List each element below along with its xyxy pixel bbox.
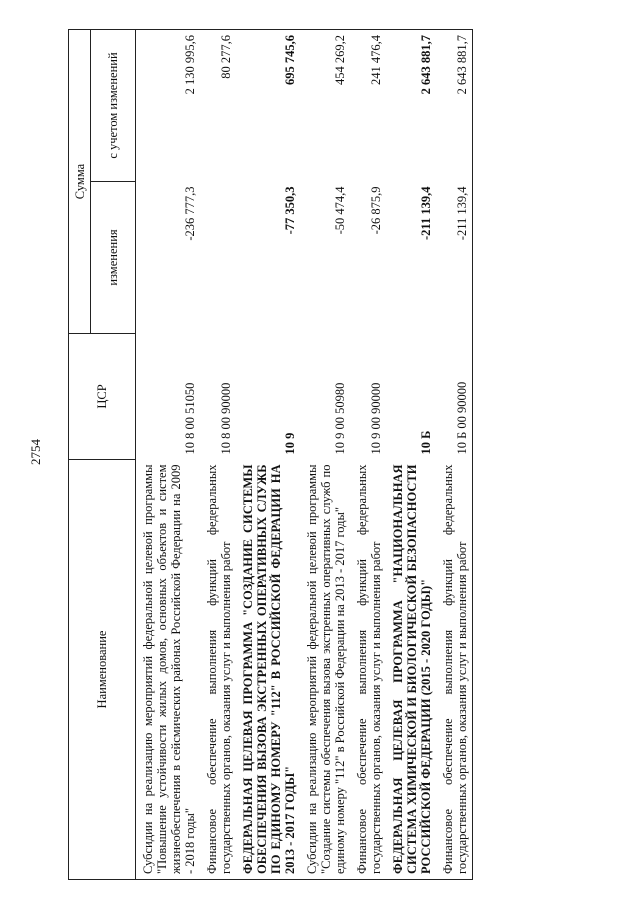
row-name: Финансовое обеспечение выполнения функций федеральных государственных органов, оказания услуг и выполнения работ xyxy=(200,460,236,880)
row-change xyxy=(200,182,236,334)
row-total: 2 130 995,6 xyxy=(136,30,201,182)
rotated-table-container xyxy=(68,30,633,880)
row-name: Субсидии на реализацию мероприятий федеральной целевой программы "Создание системы обеспечения вызова экстренных оперативных служб по единому номеру "112" в Российской Федерации на 2013 - 2017 годы" xyxy=(300,460,350,880)
header-csr: ЦСР xyxy=(69,334,136,460)
row-name: ФЕДЕРАЛЬНАЯ ЦЕЛЕВАЯ ПРОГРАММА "НАЦИОНАЛЬНАЯ СИСТЕМА ХИМИЧЕСКОЙ И БИОЛОГИЧЕСКОЙ БЕЗОПАСНОСТИ РОССИЙСКОЙ ФЕДЕРАЦИИ (2015 - 2020 ГОДЫ)" xyxy=(386,460,436,880)
row-change: -211 139,4 xyxy=(436,182,473,334)
table-row xyxy=(300,30,350,880)
row-change: -77 350,3 xyxy=(283,186,297,235)
table-row xyxy=(436,30,473,880)
row-total: 2 643 881,7 xyxy=(386,30,436,182)
row-change: -211 139,4 xyxy=(419,186,433,240)
row-total: 80 277,6 xyxy=(200,30,236,182)
row-change: -236 777,3 xyxy=(183,186,197,241)
header-with-changes: с учетом изменений xyxy=(91,30,136,182)
row-csr: 10 9 00 50980 xyxy=(333,382,347,455)
table-row xyxy=(136,30,201,880)
row-total: 2 643 881,7 xyxy=(436,30,473,182)
row-name: ФЕДЕРАЛЬНАЯ ЦЕЛЕВАЯ ПРОГРАММА "СОЗДАНИЕ СИСТЕМЫ ОБЕСПЕЧЕНИЯ ВЫЗОВА ЭКСТРЕННЫХ ОПЕРАТИВНЫХ СЛУЖБ ПО ЕДИНОМУ НОМЕРУ "112" В РОССИЙСКОЙ ФЕДЕРАЦИИ НА 2013 - 2017 ГОДЫ" xyxy=(236,460,300,880)
row-csr: 10 9 00 90000 xyxy=(369,382,383,455)
row-csr: 10 Б xyxy=(419,430,433,455)
row-name: Финансовое обеспечение выполнения функций федеральных государственных органов, оказания услуг и выполнения работ xyxy=(436,460,473,880)
row-change: -50 474,4 xyxy=(333,186,347,235)
page-number: 2754 xyxy=(28,439,43,465)
budget-table xyxy=(68,29,473,880)
header-sum: Сумма xyxy=(69,30,91,334)
row-total: 454 269,2 xyxy=(300,30,350,182)
table-row xyxy=(350,30,386,880)
header-row-1 xyxy=(69,30,91,880)
row-total: 241 476,4 xyxy=(350,30,386,182)
row-total: 695 745,6 xyxy=(236,30,300,182)
header-name: Наименование xyxy=(69,460,136,880)
row-csr: 10 9 xyxy=(283,432,297,455)
table-row xyxy=(386,30,436,880)
header-change: изменения xyxy=(91,182,136,334)
row-csr: 10 8 00 51050 xyxy=(183,382,197,455)
row-name: Субсидии на реализацию мероприятий федеральной целевой программы "Повышение устойчивости жилых домов, основных объектов и систем жизнеобеспечения в сейсмических районах Российской Федерации на 2009 - 2018 годы" xyxy=(136,460,201,880)
row-change: -26 875,9 xyxy=(369,186,383,235)
table-row xyxy=(236,30,300,880)
row-name: Финансовое обеспечение выполнения функций федеральных государственных органов, оказания услуг и выполнения работ xyxy=(350,460,386,880)
row-csr: 10 Б 00 90000 xyxy=(436,334,473,460)
table-body xyxy=(136,30,473,880)
table-row xyxy=(200,30,236,880)
row-csr: 10 8 00 90000 xyxy=(219,382,233,455)
